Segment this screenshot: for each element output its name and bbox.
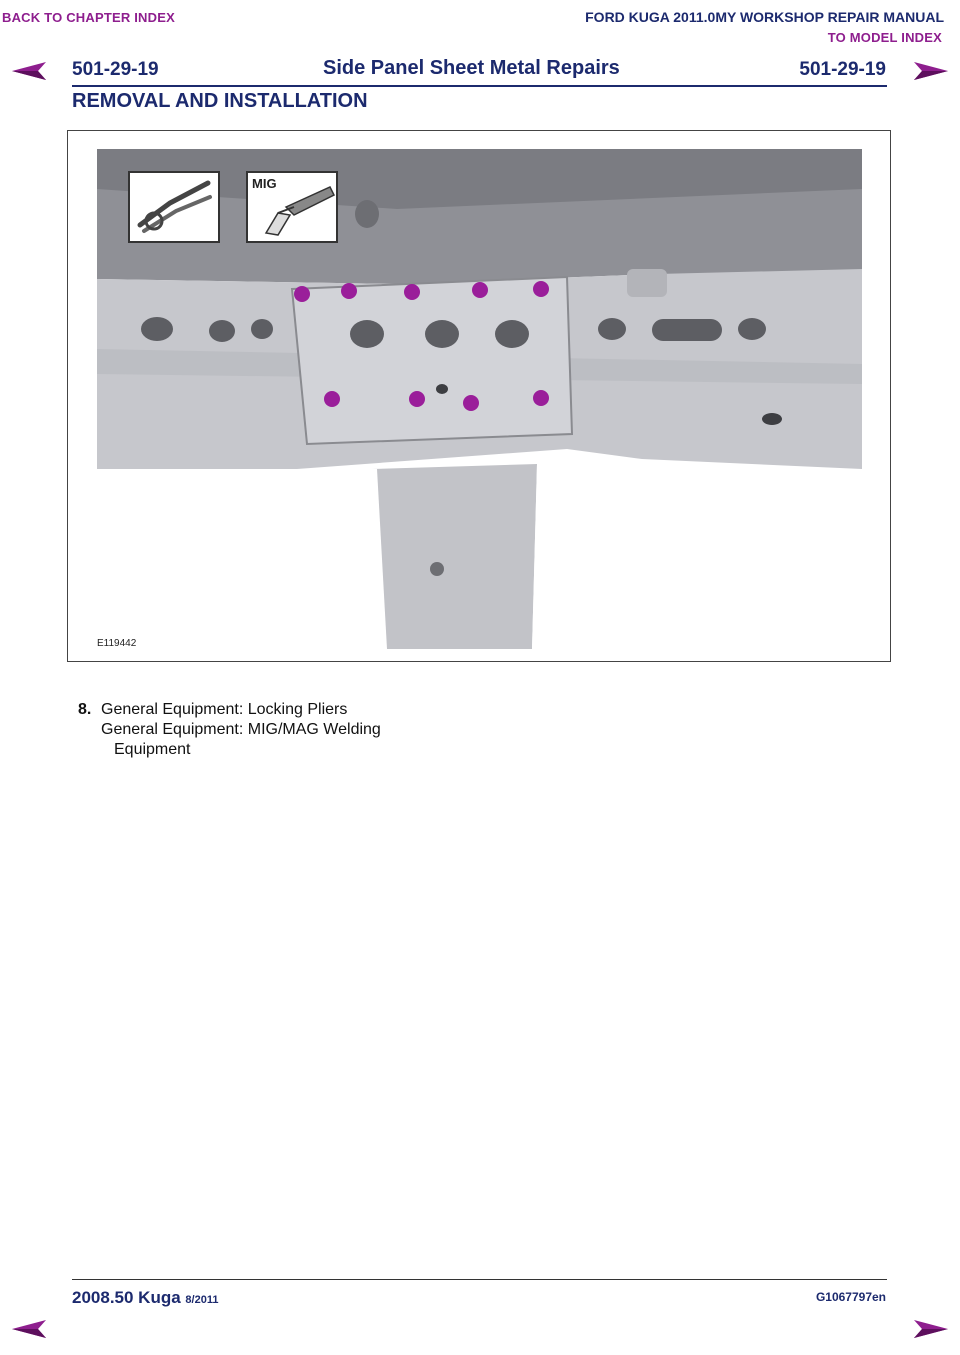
header-rule [72, 85, 887, 87]
page-title: Side Panel Sheet Metal Repairs [323, 57, 620, 79]
left-arrow-icon[interactable] [10, 60, 48, 82]
step-line-3: Equipment [114, 741, 191, 758]
footer-doc-id: G1067797en [815, 1290, 886, 1304]
left-arrow-icon[interactable] [10, 1318, 48, 1340]
footer-model: 2008.50 Kuga 8/2011 [72, 1288, 219, 1307]
step-line-2: General Equipment: MIG/MAG Welding [101, 721, 381, 738]
footer-date: 8/2011 [185, 1294, 219, 1306]
right-arrow-icon[interactable] [912, 60, 950, 82]
mig-label: MIG [252, 176, 277, 191]
locking-pliers-icon [128, 171, 220, 243]
to-model-index-link[interactable]: TO MODEL INDEX [827, 30, 942, 45]
right-arrow-icon[interactable] [912, 1318, 950, 1340]
figure-frame [67, 130, 891, 662]
step-number: 8. [78, 701, 92, 718]
section-code-left: 501-29-19 [72, 59, 159, 80]
back-to-chapter-index-link[interactable]: BACK TO CHAPTER INDEX [2, 10, 175, 25]
mig-welding-icon [246, 171, 338, 243]
manual-title: FORD KUGA 2011.0MY WORKSHOP REPAIR MANUAL [585, 9, 944, 25]
figure-id: E119442 [97, 638, 137, 649]
step-line-1: General Equipment: Locking Pliers [101, 701, 348, 718]
section-code-right: 501-29-19 [799, 59, 886, 80]
section-subtitle: REMOVAL AND INSTALLATION [72, 90, 368, 112]
footer-rule [72, 1279, 887, 1280]
